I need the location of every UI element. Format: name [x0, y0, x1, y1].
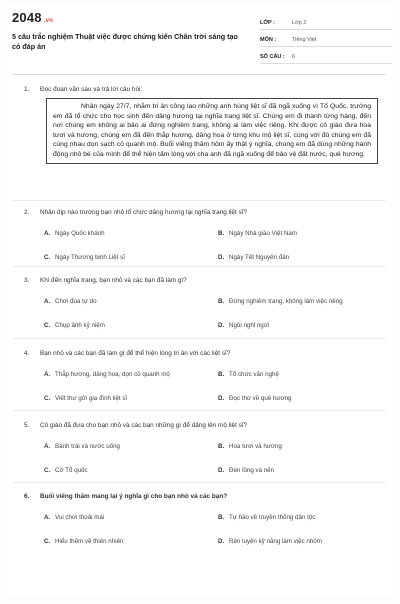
answer-options: [24, 365, 384, 407]
question-text: Cô giáo đã đưa cho bạn nhỏ và các bạn những gì để dâng lên mộ liệt sĩ?: [40, 422, 248, 429]
option-letter: B.: [218, 230, 225, 237]
question-divider: [12, 482, 386, 483]
option-letter: A.: [44, 298, 51, 305]
answer-option-d[interactable]: [218, 254, 289, 261]
question-1: [24, 86, 384, 164]
question-text: Đọc đoạn văn sau và trả lời câu hỏi:: [40, 86, 143, 93]
answer-options: [24, 224, 384, 266]
meta-panel: [260, 16, 392, 67]
question-number: 4.: [24, 350, 30, 357]
question-3: [24, 277, 384, 334]
question-number: 3.: [24, 277, 30, 284]
option-text: Viết thư gửi gia đình liệt sĩ: [55, 395, 128, 402]
question-divider: [12, 410, 386, 411]
option-letter: A.: [44, 443, 51, 450]
option-letter: D.: [218, 538, 225, 545]
option-text: Hoa tươi và hương: [229, 443, 282, 450]
question-head: [24, 422, 384, 429]
logo-text: 2048: [12, 10, 42, 25]
option-text: Rèn luyện kỹ năng làm việc nhóm: [229, 538, 322, 545]
answer-option-a[interactable]: [44, 443, 120, 450]
option-text: Đèn lồng và nến: [229, 467, 275, 474]
option-text: Hiểu thêm về thiên nhiên: [55, 538, 124, 545]
answer-option-a[interactable]: [44, 230, 105, 237]
option-text: Thắp hương, dâng hoa, dọn cỏ quanh mộ: [55, 371, 170, 378]
question-text: Nhân dịp nào trường bạn nhỏ tổ chức dâng hương tại nghĩa trang liệt sĩ?: [40, 209, 248, 216]
option-letter: D.: [218, 322, 225, 329]
option-letter: C.: [44, 538, 51, 545]
answer-options: [24, 508, 384, 550]
logo-domain: .vn: [43, 18, 54, 24]
question-number: 6.: [24, 493, 30, 500]
option-text: Chơi đùa tự do: [55, 298, 97, 305]
option-letter: D.: [218, 467, 225, 474]
answer-option-d[interactable]: [218, 467, 274, 474]
meta-value: Tiếng Việt: [292, 36, 317, 43]
question-head: [24, 493, 384, 500]
answer-option-a[interactable]: [44, 298, 97, 305]
option-letter: A.: [44, 230, 51, 237]
meta-value: Lớp 2: [292, 19, 307, 26]
option-text: Bánh trái và nước uống: [55, 443, 120, 450]
answer-option-c[interactable]: [44, 467, 88, 474]
option-text: Đọc thơ về quê hương: [229, 395, 292, 402]
option-letter: A.: [44, 514, 51, 521]
meta-key: LỚP :: [260, 19, 275, 26]
answer-option-d[interactable]: [218, 538, 322, 545]
answer-option-b[interactable]: [218, 443, 282, 450]
option-letter: C.: [44, 467, 51, 474]
question-4: [24, 350, 384, 407]
question-6: [24, 493, 384, 550]
question-divider: [12, 200, 386, 201]
option-letter: C.: [44, 254, 51, 261]
option-text: Tự hào về truyền thống dân tộc: [229, 514, 316, 521]
option-letter: C.: [44, 322, 51, 329]
answer-option-d[interactable]: [218, 395, 291, 402]
answer-option-b[interactable]: [218, 298, 343, 305]
answer-option-a[interactable]: [44, 371, 170, 378]
question-divider: [12, 338, 386, 339]
answer-options: [24, 292, 384, 334]
question-divider: [12, 266, 386, 267]
option-letter: D.: [218, 395, 225, 402]
question-2: [24, 209, 384, 266]
option-letter: B.: [218, 514, 225, 521]
question-number: 2.: [24, 209, 30, 216]
answer-option-a[interactable]: [44, 514, 104, 521]
option-letter: A.: [44, 371, 51, 378]
answer-option-b[interactable]: [218, 230, 297, 237]
option-text: Vui chơi thoải mái: [55, 514, 105, 521]
answer-option-c[interactable]: [44, 322, 105, 329]
option-letter: B.: [218, 371, 225, 378]
question-head: [24, 350, 384, 357]
option-text: Ngồi nghỉ ngơi: [229, 322, 270, 329]
question-head: [24, 86, 384, 93]
meta-key: MÔN :: [260, 36, 277, 43]
worksheet-header: [12, 10, 390, 72]
header-divider: [12, 74, 386, 75]
meta-key: SỐ CÂU :: [260, 53, 285, 60]
option-text: Ngày Thương binh Liệt sĩ: [55, 254, 125, 261]
meta-row-count: [260, 50, 392, 64]
question-5: [24, 422, 384, 479]
meta-value: 6: [292, 53, 296, 60]
option-text: Đứng nghiêm trang, không làm việc riêng: [229, 298, 343, 305]
option-letter: D.: [218, 254, 225, 261]
question-text: Buổi viếng thăm mang lại ý nghĩa gì cho bạn nhỏ và các bạn?: [40, 493, 228, 500]
question-head: [24, 277, 384, 284]
worksheet-title: 5 câu trắc nghiệm Thuật việc được chứng kiến Chân trời sáng tạo có đáp án: [12, 32, 238, 51]
answer-option-c[interactable]: [44, 538, 123, 545]
meta-row-subject: [260, 33, 392, 47]
question-number: 1.: [24, 86, 30, 93]
answer-option-d[interactable]: [218, 322, 269, 329]
meta-row-grade: [260, 16, 392, 30]
answer-options: [24, 437, 384, 479]
option-text: Cờ Tổ quốc: [55, 467, 88, 474]
option-text: Ngày Quốc khánh: [55, 230, 105, 237]
option-text: Ngày Nhà giáo Việt Nam: [229, 230, 297, 237]
reading-passage: Nhân ngày 27/7, nhằm tri ân công lao những anh hùng liệt sĩ đã ngã xuống vì Tổ Quốc, trường em đã tổ chức cho học sinh đến dâng hương tại nghĩa trang liệt sĩ. Chúng em đi thành từng hàng, đến nơi chúng em không ai bảo ai đứng nghiêm trang, không ai làm việc riêng. Khi được cô giáo đưa hoa tươi và hương, chúng em đã đến thắp hương, dâng hoa ở từng khu mộ liệt sĩ, cùng với đó chúng em đã cùng nhau dọn sạch cỏ quanh mộ. Buổi viếng thăm hôm ấy thật ý nghĩa, chúng em đã dùng những hành động nhỏ bé của mình để thể hiện tấm lòng với cha anh đã ngã xuống để bảo vệ đất nước, quê hương.: [46, 98, 378, 164]
worksheet-page: [8, 4, 392, 596]
answer-option-b[interactable]: [218, 514, 315, 521]
option-text: Chụp ảnh kỷ niệm: [55, 322, 105, 329]
question-head: [24, 209, 384, 216]
question-text: Khi đến nghĩa trang, bạn nhỏ và các bạn đã làm gì?: [40, 277, 187, 284]
option-letter: B.: [218, 298, 225, 305]
option-text: Ngày Tết Nguyên đán: [229, 254, 290, 261]
question-text: Bạn nhỏ và các bạn đã làm gì để thể hiện lòng tri ân với các liệt sĩ?: [40, 350, 231, 357]
answer-option-c[interactable]: [44, 254, 125, 261]
answer-option-b[interactable]: [218, 371, 279, 378]
option-text: Tổ chức văn nghệ: [229, 371, 279, 378]
option-letter: C.: [44, 395, 51, 402]
answer-option-c[interactable]: [44, 395, 127, 402]
question-number: 5.: [24, 422, 30, 429]
option-letter: B.: [218, 443, 225, 450]
